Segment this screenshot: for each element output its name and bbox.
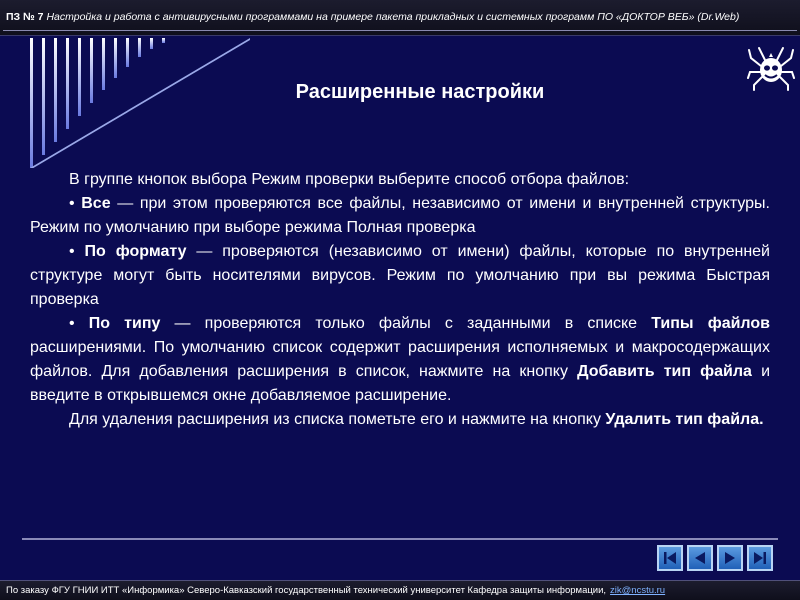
header-rule (3, 30, 797, 31)
decorative-stripes (30, 38, 250, 168)
term-all: Все (81, 195, 111, 212)
stripe-group (30, 38, 165, 168)
term-remove-file-type: Удалить тип файла. (605, 411, 764, 428)
drweb-spider-logo (747, 44, 795, 92)
item-by-format-text: — проверяются (независимо от имени) файлы, которые по внутренней структуре могут быть носителями вирусов. Режим по умолчанию при вы режима Быстрая проверка (30, 243, 770, 308)
item-all-text: — при этом проверяются все файлы, независимо от имени и внутренней структуры. Режим по умолчанию при выборе режима Полная проверка (30, 195, 771, 236)
bullet: • (69, 315, 75, 332)
item-by-type-text-b: расширениями. По умолчанию список содержит расширения исполняемых и макросодержащих файлов. Для добавления расширения в список, нажмите на кнопку (30, 339, 770, 380)
footer-bar (0, 580, 800, 600)
stripe-diagonal (30, 38, 250, 168)
final-paragraph (30, 408, 770, 432)
final-text: Для удаления расширения из списка пометьте его и нажмите на кнопку (69, 411, 606, 428)
term-by-format: По формату (84, 243, 187, 260)
last-icon (752, 550, 768, 566)
first-slide-button[interactable] (657, 545, 683, 571)
next-slide-button[interactable] (717, 545, 743, 571)
bottom-divider (22, 538, 778, 540)
footer-text-line (6, 585, 665, 596)
item-by-type-text-c: и введите в открывшемся окне добавляемое расширение. (30, 363, 771, 404)
bullet: • (69, 195, 75, 212)
term-add-file-type: Добавить тип файла (577, 363, 752, 380)
footer-credit: По заказу ФГУ ГНИИ ИТТ «Информика» Северо-Кавказский государственный технический университет Кафедра защиты информации, (6, 585, 607, 596)
header-title (6, 11, 794, 23)
header-bar (0, 0, 800, 36)
last-slide-button[interactable] (747, 545, 773, 571)
intro-paragraph: В группе кнопок выбора Режим проверки выберите способ отбора файлов: (69, 171, 630, 188)
first-icon (662, 550, 678, 566)
header-code: ПЗ № 7 (6, 11, 44, 23)
footer-email-link[interactable]: zik@ncstu.ru (610, 585, 666, 596)
item-by-type (30, 312, 770, 408)
previous-slide-button[interactable] (687, 545, 713, 571)
slide-content (30, 168, 770, 432)
slide-title: Расширенные настройки (295, 81, 545, 103)
prev-icon (692, 550, 708, 566)
slide-navigation (657, 545, 773, 571)
header-text: Настройка и работа с антивирусными программами на примере пакета прикладных и системных программ ПО «ДОКТОР ВЕБ» (Dr.Web) (46, 11, 740, 23)
item-all (30, 192, 770, 240)
item-by-format (30, 240, 770, 312)
term-file-types: Типы файлов (651, 315, 770, 332)
term-by-type: По типу (88, 315, 161, 332)
item-by-type-text-a: — проверяются только файлы с заданными в списке (160, 315, 652, 332)
next-icon (722, 550, 738, 566)
bullet: • (69, 243, 75, 260)
